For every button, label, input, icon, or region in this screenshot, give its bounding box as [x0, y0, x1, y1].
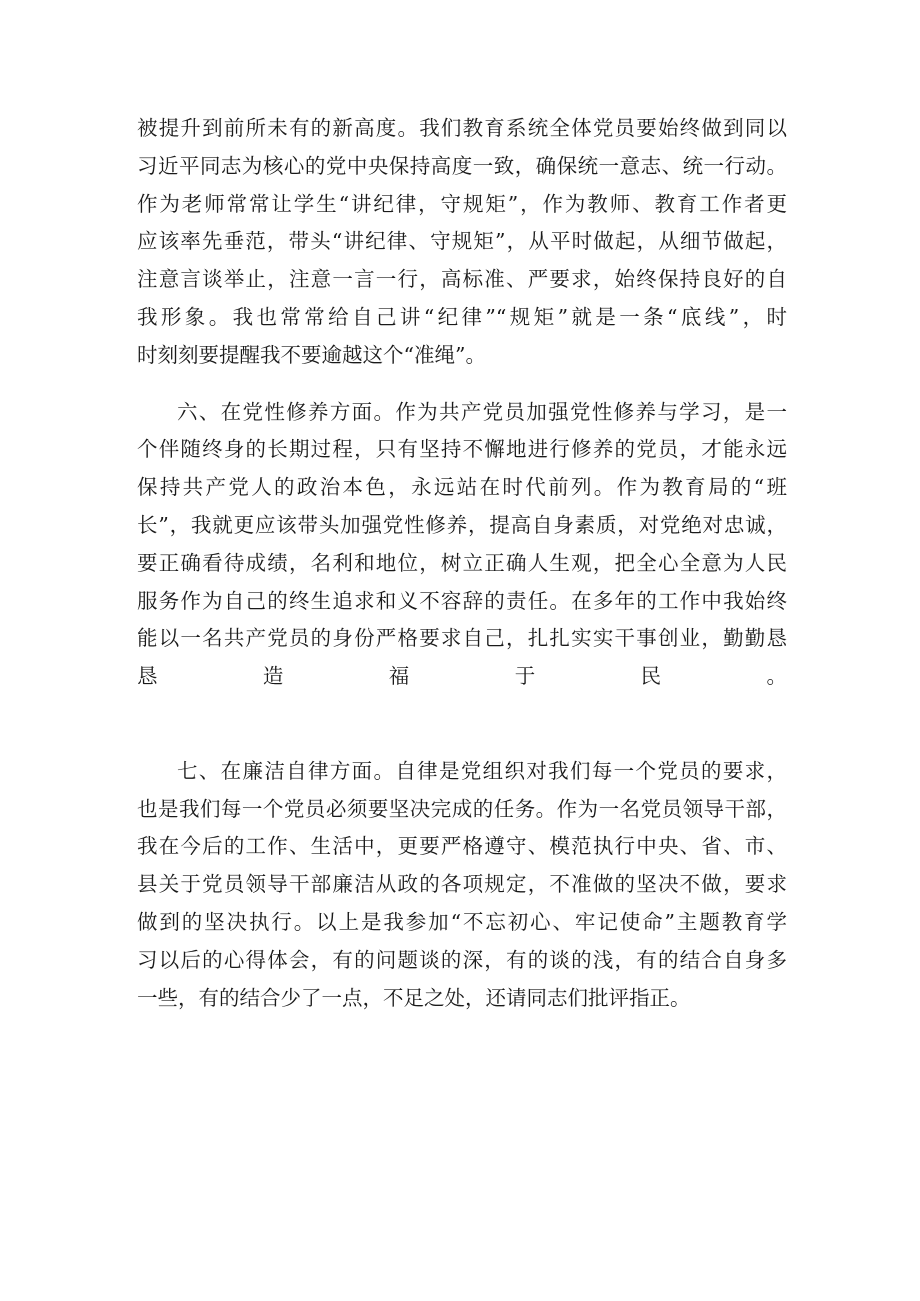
document-body: [137, 110, 787, 1017]
text-line: 恳造福于民。: [137, 664, 787, 689]
text-line: 保持共产党人的政治本色，永远站在时代前列。作为教育局的“班: [137, 475, 787, 500]
text-line: 县关于党员领导干部廉洁从政的各项规定，不准做的坚决不做，要求: [137, 872, 787, 897]
paragraph-gap: [137, 734, 787, 753]
text-line: 注意言谈举止，注意一言一行，高标准、严要求，始终保持良好的自: [137, 267, 787, 292]
text-line: 时刻刻要提醒我不要逾越这个“准绳”。: [137, 342, 486, 367]
text-line: 长”，我就更应该带头加强党性修养，提高自身素质，对党绝对忠诚，: [137, 512, 787, 537]
text-line: 习以后的心得体会，有的问题谈的深，有的谈的浅，有的结合自身多: [137, 947, 787, 972]
text-line: 能以一名共产党员的身份严格要求自己，扎扎实实干事创业，勤勤恳: [137, 626, 787, 651]
paragraph: [137, 110, 787, 375]
text-line: 被提升到前所未有的新高度。我们教育系统全体党员要始终做到同以: [137, 116, 787, 140]
paragraph-gap: [137, 375, 787, 394]
paragraph: [137, 753, 787, 1018]
text-line: 做到的坚决执行。以上是我参加“不忘初心、牢记使命”主题教育学: [137, 909, 787, 934]
text-line: 我在今后的工作、生活中，更要严格遵守、模范执行中央、省、市、: [137, 834, 787, 859]
text-line: 我形象。我也常常给自己讲“纪律”“规矩”就是一条“底线”，时: [137, 304, 787, 329]
paragraph: [137, 394, 787, 734]
text-line: 作为老师常常让学生“讲纪律，守规矩”，作为教师、教育工作者更: [137, 191, 787, 216]
text-line: [137, 696, 787, 734]
text-line: 习近平同志为核心的党中央保持高度一致，确保统一意志、统一行动。: [137, 153, 787, 178]
text-line: 服务作为自己的终生追求和义不容辞的责任。在多年的工作中我始终: [137, 588, 787, 613]
text-line: 应该率先垂范，带头“讲纪律、守规矩”，从平时做起，从细节做起，: [137, 229, 787, 254]
text-line: 个伴随终身的长期过程，只有坚持不懈地进行修养的党员，才能永远: [137, 437, 787, 462]
text-line: 也是我们每一个党员必须要坚决完成的任务。作为一名党员领导干部，: [137, 796, 787, 821]
text-line: 一些，有的结合少了一点，不足之处，还请同志们批评指正。: [137, 985, 691, 1010]
text-line: 六、在党性修养方面。作为共产党员加强党性修养与学习，是一: [177, 399, 787, 424]
text-line: 要正确看待成绩，名利和地位，树立正确人生观，把全心全意为人民: [137, 550, 787, 575]
text-line: 七、在廉洁自律方面。自律是党组织对我们每一个党员的要求，: [177, 758, 787, 783]
